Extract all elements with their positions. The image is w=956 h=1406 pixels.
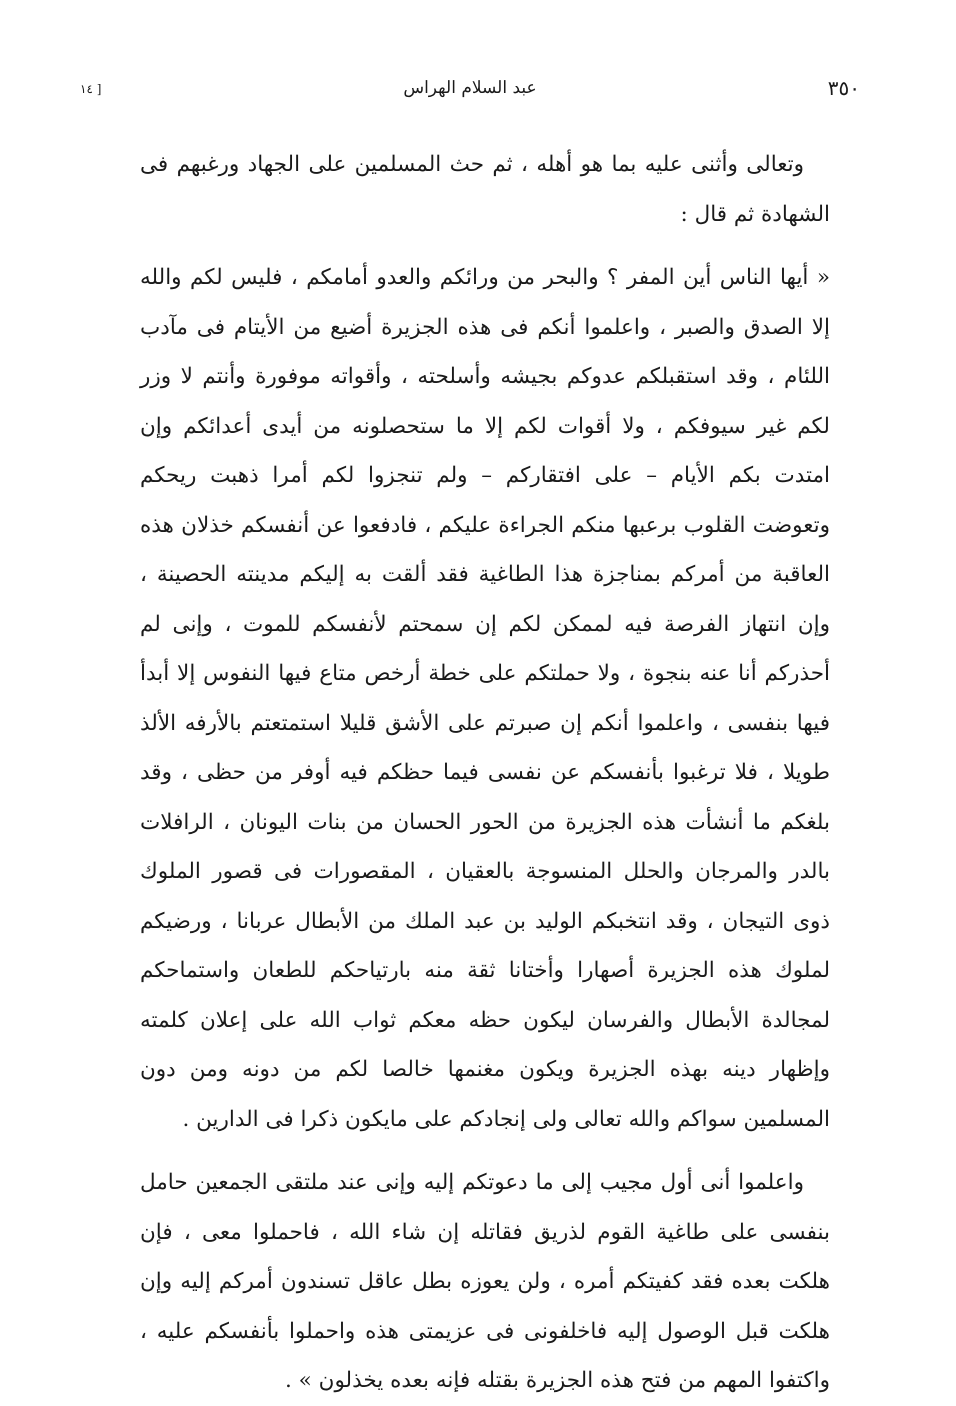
running-title: عبد السلام الهراس	[403, 78, 537, 98]
chapter-marker: [ ١٤	[80, 82, 102, 96]
page-number: ٣٥٠	[827, 76, 860, 100]
running-header	[80, 76, 860, 106]
paragraph-2: « أيها الناس أين المفر ؟ والبحر من ورائكم والعدو أمامكم ، فليس لكم والله إلا الصدق والصبر ، واعلموا أنكم فى هذه الجزيرة أضيع من الأيتام فى مآدب اللئام ، وقد استقبلكم عدوكم بجيشه وأسلحته ، وأقواته موفورة وأنتم لا وزر لكم غير سيوفكم ، ولا أقوات لكم إلا ما ستحصلونه من أيدى أعدائكم وإن امتدت بكم الأيام – على افتقاركم – ولم تنجزوا لكم أمرا ذهبت ريحكم وتعوضت القلوب برعبها منكم الجراءة عليكم ، فادفعوا عن أنفسكم خذلان هذه العاقبة من أمركم بمناجزة هذا الطاغية فقد ألقت به إليكم مدينته الحصينة ، وإن انتهاز الفرصة فيه لممكن لكم إن سمحتم لأنفسكم للموت ، وإنى لم أحذركم أنا عنه بنجوة ، ولا حملتكم على خطة أرخص متاع فيها النفوس إلا أبدأ فيها بنفسى ، واعلموا أنكم إن صبرتم على الأشق قليلا استمتعتم بالأرفه الألذ طويلا ، فلا ترغبوا بأنفسكم عن نفسى فيما حظكم فيه أوفر من حظى ، وقد بلغكم ما أنشأت هذه الجزيرة من الحور الحسان من بنات اليونان ، الرافلات بالدر والمرجان والحلل المنسوجة بالعقيان ، المقصورات فى قصور الملوك ذوى التيجان ، وقد انتخبكم الوليد بن عبد الملك من الأبطال عربانا ، ورضيكم لملوك هذه الجزيرة أصهارا وأختانا ثقة منه بارتياحكم للطعان واستماحكم لمجالدة الأبطال والفرسان ليكون حظه معكم ثواب الله على إعلان كلمته وإظهار دينه بهذه الجزيرة ويكون مغنمها خالصا لكم من دونه ومن دون المسلمين سواكم والله تعالى ولى إنجادكم على مايكون ذكرا فى الدارين .	[140, 265, 830, 1132]
paragraph-1: وتعالى وأثنى عليه بما هو أهله ، ثم حث المسلمين على الجهاد ورغبهم فى الشهادة ثم قال :	[140, 152, 830, 227]
paragraph-3: واعلموا أنى أول مجيب إلى ما دعوتكم إليه وإنى عند ملتقى الجمعين حامل بنفسى على طاغية القوم لذريق فقاتله إن شاء الله ، فاحملوا معى ، فإن هلكت بعده فقد كفيتكم أمره ، ولن يعوزه بطل عاقل تسندون أمركم إليه وإن هلكت قبل الوصول إليه فاخلفونى فى عزيمتى هذه واحملوا بأنفسكم عليه ، واكتفوا المهم من فتح هذه الجزيرة بقتله فإنه بعده يخذلون » .	[140, 1170, 830, 1393]
page-body	[140, 140, 830, 1406]
